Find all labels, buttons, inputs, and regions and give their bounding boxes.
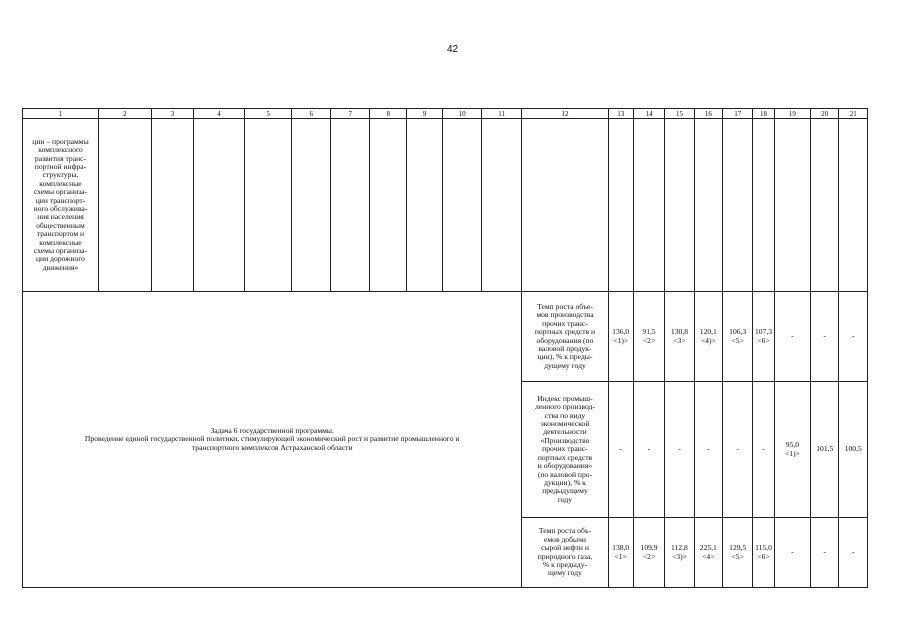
footnote-ref: <4)> [700,335,716,345]
footnote-ref: <6> [757,335,770,345]
text-line: валовой продук- [538,343,592,353]
value-cell [694,382,722,518]
task-description-cell [23,292,522,588]
column-number: 18 [753,109,774,119]
column-number: 9 [406,109,442,119]
text-line: ного обслужива- [33,204,88,213]
value: - [619,444,622,454]
value-cell [694,518,722,588]
empty-cell [98,119,151,292]
value-cell [811,292,839,382]
value: - [791,547,794,557]
column-number: 1 [23,109,99,119]
text-line: деятельности [543,427,587,437]
value-cell [774,518,810,588]
text-line: году [557,494,573,504]
value-cell [665,382,694,518]
value: 120,1 [699,327,717,337]
value-cell [633,292,664,382]
task-text-line: Проведение единой государственной политики, стимулирующей экономический рост и развитие промышленного и [84,434,460,444]
value-cell [723,518,753,588]
text-line: ции – программы [32,136,89,146]
value: 138,0 [612,543,630,553]
empty-cell [811,119,839,292]
value-cell [633,382,664,518]
value: 100,5 [844,444,862,454]
value-cell [811,382,839,518]
text-line: дущему году [544,360,586,370]
value-cell [633,518,664,588]
footnote-ref: <1)> [784,448,800,458]
header-row [23,109,868,119]
text-line: ния населения [37,212,84,222]
column-number: 14 [633,109,664,119]
text-line: ции транспорт- [35,195,86,205]
column-number: 16 [694,109,722,119]
footnote-ref: <6> [757,551,770,561]
text-line: щему году [548,568,582,578]
column-number: 12 [522,109,608,119]
value: 130,8 [670,327,688,337]
value-cell [665,292,694,382]
footnote-ref: <5> [731,551,744,561]
value: 91,5 [642,327,656,337]
value-cell [608,518,633,588]
empty-cell [481,119,522,292]
value-cell [839,382,868,518]
value: - [736,444,739,454]
footnote-ref: <5> [731,335,744,345]
empty-cell [522,119,608,292]
text-line: природного газа, [537,551,593,561]
empty-cell [194,119,245,292]
text-line: емов добычи [543,534,586,544]
indicator-name-cell [522,292,608,382]
empty-cell [406,119,442,292]
value-cell [839,292,868,382]
value: 115,0 [755,543,772,553]
value-cell [723,382,753,518]
value-cell [811,518,839,588]
value: 112,8 [671,543,688,553]
indicator-name-cell [522,382,608,518]
text-line: общественным [36,220,85,230]
value-cell [694,292,722,382]
text-line: % к предыду- [542,559,588,569]
value-cell [774,382,810,518]
value-cell [774,292,810,382]
text-line: портной инфра- [34,161,87,171]
footnote-ref: <2> [642,335,656,345]
text-line: комплексного [38,145,83,155]
value-cell [753,292,774,382]
column-number: 20 [811,109,839,119]
text-line: ленного производ- [535,402,595,412]
value: 106,3 [729,327,747,337]
column-number: 10 [443,109,482,119]
text-line: прочих транс- [542,318,588,328]
column-number: 2 [98,109,151,119]
empty-cell [244,119,292,292]
empty-cell [633,119,664,292]
text-line: оборудования (по [536,335,594,345]
column-number: 3 [151,109,194,119]
footnote-ref: <1)> [613,335,629,345]
value: 109,9 [640,543,658,553]
value: - [823,331,827,341]
column-number: 13 [608,109,633,119]
text-line: мов производства [536,310,594,320]
column-number: 6 [292,109,331,119]
column-number: 11 [481,109,522,119]
text-line: развития транс- [34,153,87,163]
text-line: транспортом и [36,229,85,239]
empty-cell [665,119,694,292]
value: - [762,444,765,454]
value: 101,5 [816,444,834,454]
empty-cell [774,119,810,292]
empty-cell [330,119,370,292]
value: 95,0 [785,440,800,450]
value: 225,1 [699,543,717,553]
text-line: и оборудования» [537,461,593,471]
text-line: структуры, [42,170,79,180]
page-number: 42 [446,44,459,55]
value-cell [753,382,774,518]
value: - [678,444,681,454]
value-cell [608,382,633,518]
column-number: 8 [370,109,406,119]
value-cell [839,518,868,588]
column-number: 19 [774,109,810,119]
task-title: Задача 6 государственной программы. [210,425,334,435]
indicators-table [22,108,868,588]
column-number: 4 [194,109,245,119]
text-line: ции дорожного [35,254,85,264]
value-cell [665,518,694,588]
footnote-ref: <3> [673,335,686,345]
value-cell [723,292,753,382]
footnote-ref: <3)> [672,551,687,561]
empty-cell [370,119,406,292]
text-line: сырой нефти и [541,543,589,553]
text-line: предыдущему [542,486,588,496]
value: - [791,331,794,341]
value-cell [608,292,633,382]
indicator-name-cell [522,518,608,588]
task-text-line: транспортного комплексов Астраханской области [191,442,353,452]
table-row [23,119,868,292]
text-line: портных средств и [534,327,596,337]
column-number: 21 [839,109,868,119]
column-number: 7 [330,109,370,119]
value: - [647,444,651,454]
text-line: (по валовой про- [537,469,593,479]
text-line: Темп роста объе- [537,301,593,311]
text-line: ства по виду [544,410,586,420]
value: 129,5 [729,543,747,553]
text-line: «Производство [540,435,590,445]
value: - [851,547,855,557]
text-line: Темп роста объ- [538,526,592,536]
empty-cell [151,119,194,292]
footnote-ref: <1> [614,551,627,561]
text-line: Индекс промыш- [537,393,593,403]
text-line: дукции), % к [544,477,586,487]
value: - [823,547,827,557]
table-row [23,292,868,382]
text-line: ции), % к преды- [537,352,593,362]
empty-cell [753,119,774,292]
program-description-cell [23,119,99,292]
footnote-ref: <2> [642,551,656,561]
text-line: схемы организа- [33,187,88,197]
empty-cell [443,119,482,292]
text-line: комплексные [39,178,82,188]
value-cell [753,518,774,588]
empty-cell [839,119,868,292]
value: 107,3 [754,327,773,337]
empty-cell [292,119,331,292]
empty-cell [694,119,722,292]
column-number: 17 [723,109,753,119]
text-line: прочих транс- [542,444,588,454]
text-line: схемы организа- [33,246,88,256]
footnote-ref: <4> [702,551,715,561]
column-number: 5 [244,109,292,119]
column-number: 15 [665,109,694,119]
empty-cell [723,119,753,292]
empty-cell [608,119,633,292]
text-line: экономической [540,419,590,429]
value: - [707,444,710,454]
value: - [851,331,855,341]
value: 136,0 [612,327,630,337]
text-line: движения» [42,262,79,272]
text-line: портных средств [537,452,593,462]
text-line: комплексные [39,237,82,247]
